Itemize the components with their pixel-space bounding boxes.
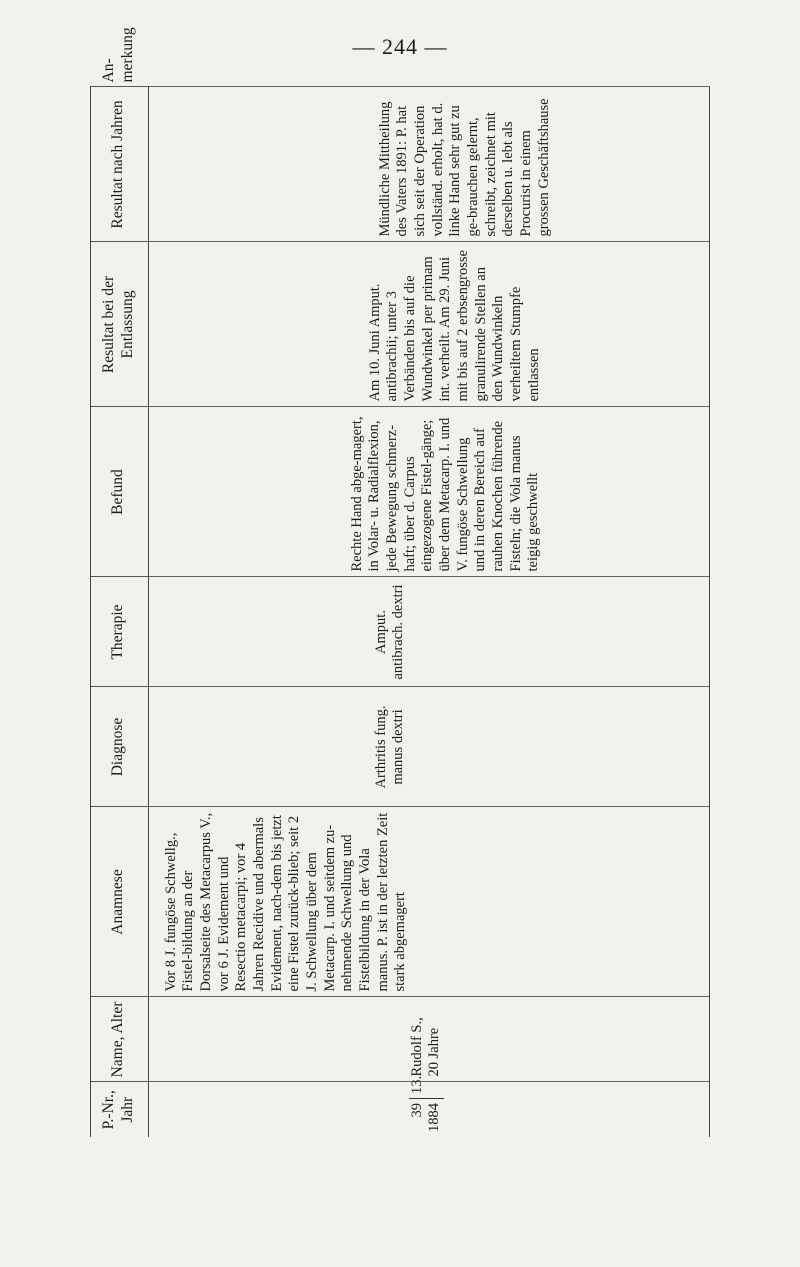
cell-entlassung: Am 10. Juni Amput. antibrachii; unter 3 Verbänden bis auf die Wundwinkel per primam int. verheilt. Am 29. Juni mit bis auf 2 erbsengrosse granulirende Stellen an den Wundwinkeln verheiltem Stumpfe entlassen [148,242,710,407]
header-pnr: P.-Nr., Jahr [90,1082,148,1137]
cell-pnr [148,1075,710,1137]
header-anamnese: Anamnese [90,807,148,997]
cell-name [148,997,710,1082]
table-bottom-rule [709,87,710,1137]
cell-befund: Rechte Hand abge-magert, in Volar- u. Radialflexion, jede Bewegung schmerz-haft; über d. Carpus eingezogene Fistel-gänge; über dem Metacarp. I. und V. fungöse Schwellung und in deren Bereich auf rauhen Knochen führende Fisteln; die Vola manus teigig geschwellt [148,407,710,577]
cell-therapie: Amput. antibrach. dextri [148,577,710,687]
pnr-number: 39 [408,1103,425,1118]
table-row [148,87,710,1137]
header-befund: Befund [90,407,148,577]
patient-age: 20 Jahre [426,1027,443,1077]
header-row: P.-Nr., Jahr Name, Alter Anamnese Diagnose Therapie Befund Resultat bei der Entlassung Resultat nach Jahren An-merkung [90,87,148,1137]
patient-name: Rudolf S., [408,1017,425,1077]
table-top-rule [90,87,91,1137]
page-number: — 244 — [352,34,448,59]
header-diagnose: Diagnose [90,687,148,807]
pnr-secondary-number: 13. [408,1075,425,1094]
header-resultat: Resultat nach Jahren [90,87,148,242]
pnr-year: 1884 [426,1103,443,1132]
header-entlassung: Resultat bei der Entlassung [90,242,148,407]
cell-diagnose: Arthritis fung. manus dextri [148,687,710,807]
cell-resultat: Mündliche Mittheilung des Vaters 1891: P. hat sich seit der Operation vollständ. erholt, hat d. linke Hand sehr gut zu ge-brauchen gelernt, schreibt, zeichnet mit derselben u. lebt als Procurist in einem grossen Geschäftshause [148,87,710,242]
header-name: Name, Alter [90,997,148,1082]
cell-anamnese: Vor 8 J. fungöse Schwellg., Fistel-bildung an der Dorsalseite des Metacarpus V., vor 6 J. Evidement und Resectio metacarpi; vor 4 Jahren Recidive und abermals Evidement, nach-dem bis jetzt eine Fistel zurück-blieb; seit 2 J. Schwellung über dem Metacarp. I. und seitdem zu-nehmende Schwellung und Fistelbildung in der Vola manus. P. ist in der letzten Zeit stark abgemagert [148,807,710,997]
header-therapie: Therapie [90,577,148,687]
